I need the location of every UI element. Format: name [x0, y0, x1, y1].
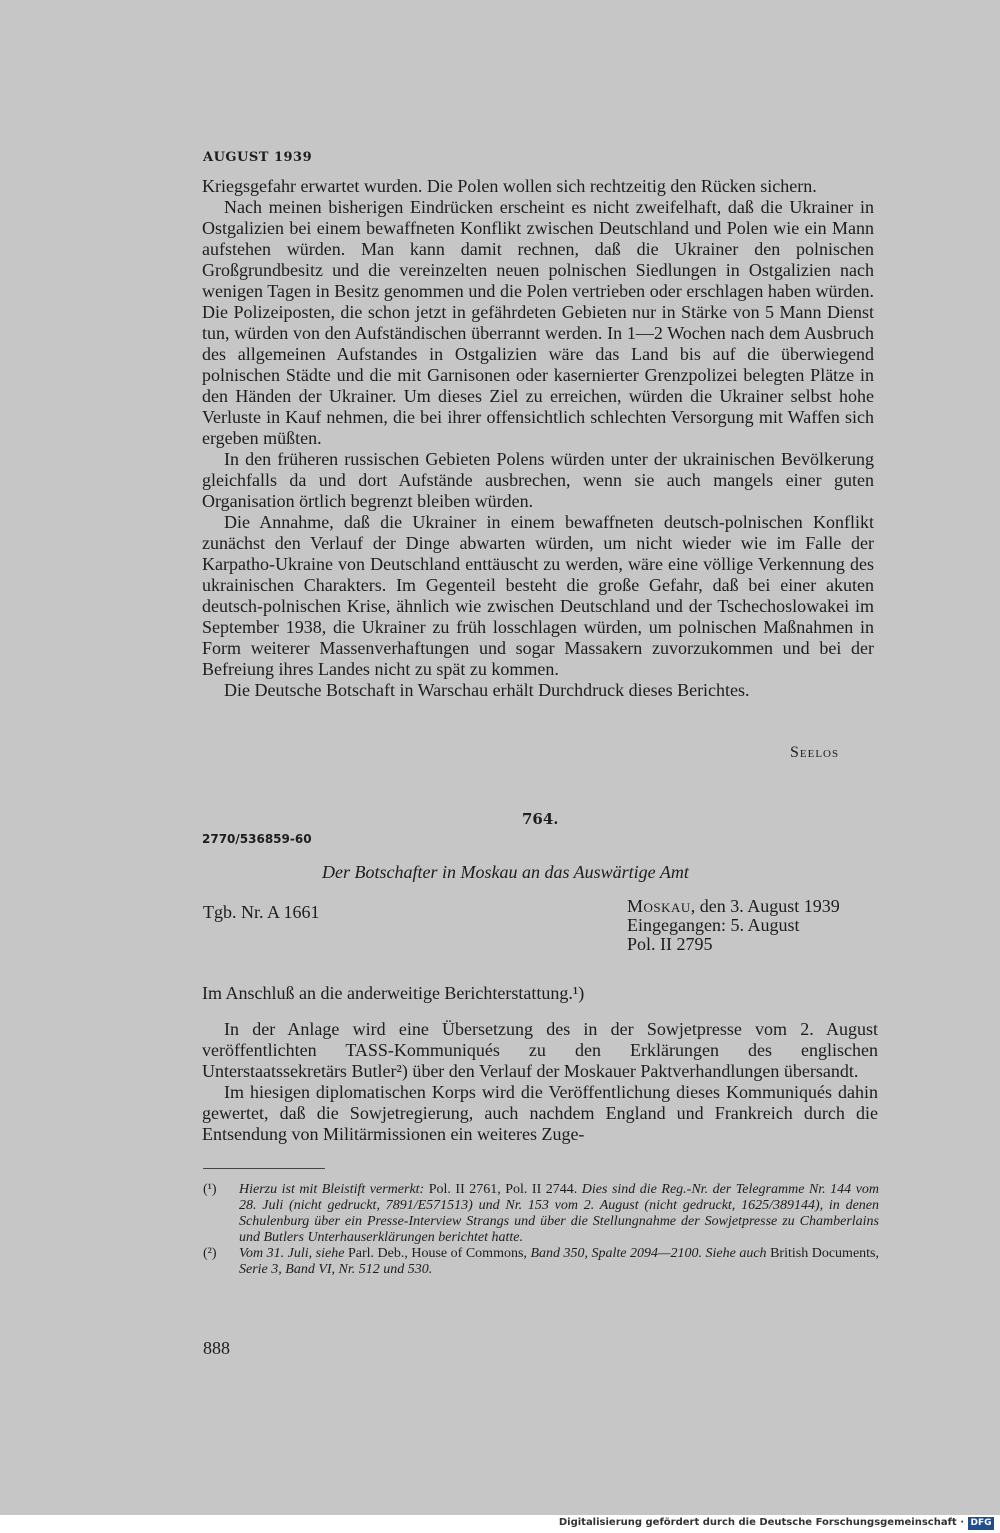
footnote-text: Vom 31. Juli, siehe: [239, 1246, 348, 1261]
footnote-text: Hierzu ist mit Bleistift vermerkt:: [239, 1182, 429, 1197]
registry-number: Pol. II 2795: [627, 934, 713, 954]
place-date-block: [627, 897, 840, 954]
footnote-divider: [203, 1168, 325, 1169]
footnote-text: Band 350, Spalte 2094—2100. Siehe auch: [530, 1246, 771, 1261]
reference-number: Tgb. Nr. A 1661: [203, 902, 320, 922]
footnote-text: Serie 3, Band VI, Nr. 512 und 530.: [239, 1262, 433, 1277]
paragraph: Im hiesigen diplomatischen Korps wird die Veröffentlichung dieses Kommuniqués dahin gewertet, daß die Sowjetregierung, auch nachdem England und Frankreich durch die Entsendung von Militärmissionen ein weiteres Zuge-: [202, 1082, 878, 1144]
footnote: [203, 1246, 879, 1278]
date: , den 3. August 1939: [690, 896, 840, 916]
dfg-logo-icon: DFG: [968, 1517, 994, 1530]
opening-line: Im Anschluß an die anderweitige Berichterstattung.¹): [202, 983, 585, 1003]
paragraph: In der Anlage wird eine Übersetzung des in der Sowjetpresse vom 2. August veröffentlichten TASS-Kommuniqués zu den Erklärungen des englischen Unterstaatssekretärs Butler²) über den Verlauf der Moskauer Paktverhandlungen übersandt.: [202, 1019, 878, 1081]
place-name: Moskau: [627, 896, 691, 916]
footnote-text: Parl. Deb., House of Commons,: [347, 1246, 531, 1261]
previous-document-text: [202, 176, 874, 701]
place-date-line: [627, 897, 840, 916]
file-number: 2770/536859-60: [202, 832, 312, 846]
footnotes: [203, 1182, 879, 1278]
footnote-mark: (¹): [203, 1182, 217, 1197]
paragraph: Die Annahme, daß die Ukrainer in einem bewaffneten deutsch-polnischen Konflikt zunächst den Verlauf der Dinge abwarten würden, um nicht wieder wie im Falle der Karpatho-Ukraine von Deutschland enttäuscht zu werden, wäre eine völlige Verkennung des ukrainischen Charakters. Im Gegenteil besteht die große Gefahr, daß bei einer akuten deutsch-polnischen Krise, ähnlich wie zwischen Deutschland und der Tschechoslowakei im September 1938, die Ukrainer zu früh losschlagen würden, um polnischen Maßnahmen in Form weiterer Massenverhaftungen und sogar Massakern zuvorzukommen und bei der Befreiung ihres Landes nicht zu spät zu kommen.: [202, 512, 874, 679]
running-head: AUGUST 1939: [203, 150, 313, 165]
page-number: 888: [203, 1338, 230, 1358]
footnote-text: Pol. II 2761, Pol. II 2744.: [428, 1182, 582, 1197]
footer-credit: Digitalisierung gefördert durch die Deutsche Forschungsgemeinschaft ·: [558, 1517, 964, 1528]
signature: Seelos: [790, 744, 840, 761]
document-text: [202, 983, 878, 1145]
paragraph: Nach meinen bisherigen Eindrücken erscheint es nicht zweifelhaft, daß die Ukrainer in Ostgalizien bei einem bewaffneten Konflikt zwischen Deutschland und Polen wie ein Mann aufstehen würden. Man kann damit rechnen, daß die Ukrainer den polnischen Großgrundbesitz und die vereinzelten neuen polnischen Siedlungen in Ostgalizien nach wenigen Tagen in Besitz genommen und die Polen vertrieben oder erschlagen haben würden. Die Polizeiposten, die schon jetzt in gefährdeten Gebieten nur in Stärke von 5 Mann Dienst tun, würden von den Aufständischen überrannt werden. In 1—2 Wochen nach dem Ausbruch des allgemeinen Aufstandes in Ostgalizien wäre das Land bis auf die überwiegend polnischen Städte und die mit Garnisonen oder kasernierter Grenzpolizei belegten Plätze in den Händen der Ukrainer. Um dieses Ziel zu erreichen, würden die Ukrainer selbst hohe Verluste in Kauf nehmen, die bei ihrer offensichtlich schlechten Versorgung mit Waffen sich ergeben müßten.: [202, 197, 874, 448]
footnote-text: British Documents,: [770, 1246, 879, 1261]
paragraph: Kriegsgefahr erwartet wurden. Die Polen wollen sich rechtzeitig den Rücken sichern.: [202, 176, 817, 196]
document-number: 764.: [522, 810, 559, 828]
footnote-mark: (²): [203, 1246, 217, 1261]
digitization-footer: [0, 1515, 1000, 1533]
received-date: Eingegangen: 5. August: [627, 915, 800, 935]
document-title: Der Botschafter in Moskau an das Auswärtige Amt: [322, 862, 689, 882]
footnote: [203, 1182, 879, 1246]
paragraph: Die Deutsche Botschaft in Warschau erhält Durchdruck dieses Berichtes.: [224, 680, 750, 700]
footnote-text: Dies sind die Reg.-Nr. der Telegramme Nr. 144 vom 28. Juli (nicht gedruckt, 7891/E571513) und Nr. 153 vom 2. August (nicht gedruckt, 1625/389144), in denen Schulenburg über ein Presse-Interview Strangs und über die Stellungnahme der Sowjetpresse zu Chamberlains und Butlers Unterhauserklärungen berichtet hatte.: [239, 1182, 880, 1245]
paragraph: In den früheren russischen Gebieten Polens würden unter der ukrainischen Bevölkerung gleichfalls da und dort Aufstände ausbrechen, wenn sie auch mangels einer guten Organisation örtlich begrenzt bleiben würden.: [202, 449, 874, 511]
